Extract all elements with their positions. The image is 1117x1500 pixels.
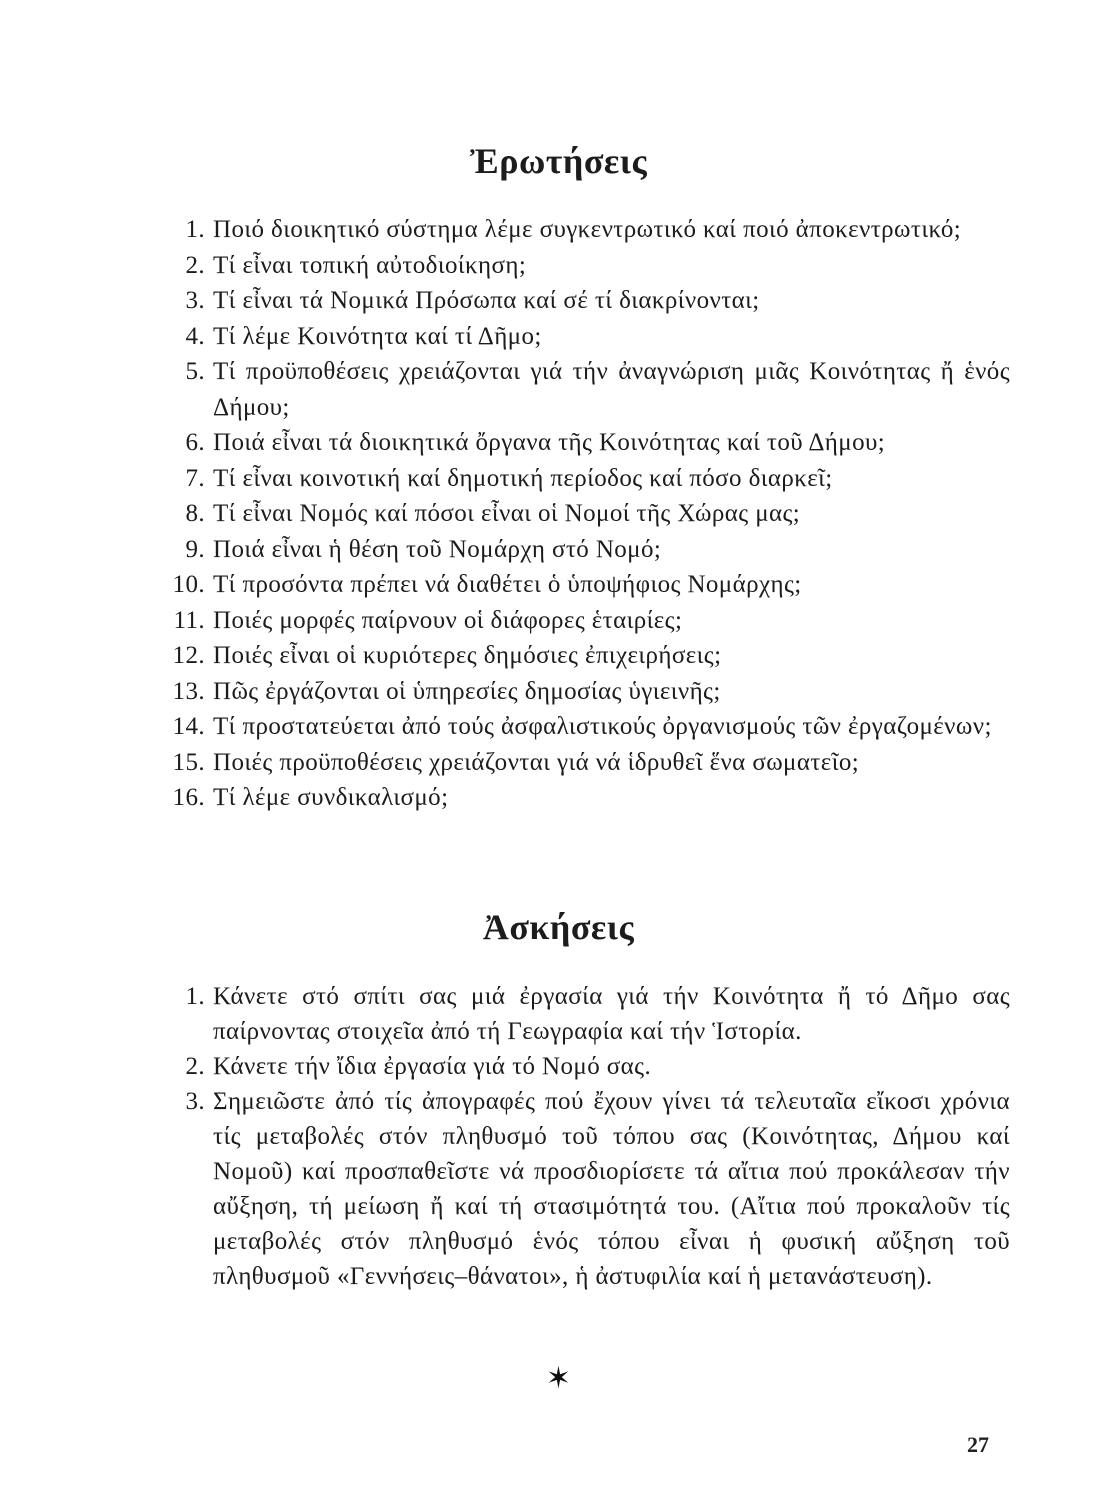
item-number: 2. [185, 251, 205, 279]
item-number: 11. [173, 606, 205, 634]
item-number: 8. [185, 500, 205, 527]
item-text: Ποιές εἶναι οἱ κυριότερες δημόσιες ἐπιχειρήσεις; [213, 642, 722, 669]
item-text: Τί εἶναι Νομός καί πόσοι εἶναι οἱ Νομοί τῆς Χώρας μας; [213, 500, 801, 527]
item-number: 2. [185, 1053, 205, 1080]
item-text: Ποιά εἶναι τά διοικητικά ὄργανα τῆς Κοινότητας καί τοῦ Δήμου; [213, 429, 886, 456]
list-item [165, 780, 1010, 816]
questions-list [165, 212, 1010, 816]
item-number: 9. [185, 535, 205, 563]
list-item [165, 1049, 1010, 1084]
item-number: 14. [172, 713, 205, 740]
item-text: Τί εἶναι κοινοτική καί δημοτική περίοδος καί πόσο διαρκεῖ; [213, 464, 833, 492]
list-item [165, 709, 1010, 745]
item-text: Ποιά εἶναι ἡ θέση τοῦ Νομάρχη στό Νομό; [213, 535, 662, 563]
item-text: Τί εἶναι τοπική αὐτοδιοίκηση; [213, 251, 527, 279]
item-number: 7. [185, 464, 205, 492]
item-number: 1. [185, 983, 205, 1010]
exercises-list [165, 979, 1010, 1294]
item-number: 10. [172, 571, 205, 598]
exercises-heading: Ἀσκήσεις [482, 907, 635, 947]
item-text: Σημειῶστε ἀπό τίς ἀπογραφές πού ἔχουν γίνει τά τελευταῖα εἴκοσι χρόνια τίς μεταβολές στόν πληθυσμό τοῦ τόπου σας (Κοινότητας, Δήμου καί Νομοῦ) καί προσπαθεῖστε νά προσδιορίσετε τά αἴτια πού προκάλεσαν τήν αὔξηση, τή μείωση ἤ καί τή στασιμότητά του. (Αἴτια πού προκαλοῦν τίς μεταβολές στόν πληθυσμό ἑνός τόπου εἶναι ἡ φυσική αὔξηση τοῦ πληθυσμοῦ «Γεννήσεις–θάνατοι», ἡ ἀστυφιλία καί ἡ μετανάστευση). [213, 1088, 1010, 1290]
item-text: Ποιό διοικητικό σύστημα λέμε συγκεντρωτικό καί ποιό ἀποκεντρωτικό; [213, 216, 962, 243]
item-text: Τί προστατεύεται ἀπό τούς ἀσφαλιστικούς ὀργανισμούς τῶν ἐργαζομένων; [213, 713, 992, 740]
list-item [165, 461, 1010, 497]
item-number: 13. [172, 677, 205, 705]
list-item [165, 532, 1010, 568]
item-number: 12. [172, 642, 205, 669]
item-text: Τί εἶναι τά Νομικά Πρόσωπα καί σέ τί διακρίνονται; [213, 287, 760, 314]
item-number: 3. [185, 1088, 205, 1115]
list-item [165, 212, 1010, 248]
list-item [165, 603, 1010, 639]
item-text: Ποιές προϋποθέσεις χρειάζονται γιά νά ἱδρυθεῖ ἕνα σωματεῖο; [213, 748, 860, 776]
list-item [165, 979, 1010, 1049]
page-number: 27 [967, 1432, 989, 1457]
item-number: 5. [185, 358, 205, 385]
list-item [165, 354, 1010, 425]
list-item [165, 283, 1010, 319]
item-text: Κάνετε τήν ἴδια ἐργασία γιά τό Νομό σας. [213, 1053, 652, 1080]
item-number: 1. [185, 216, 205, 243]
questions-heading: Ἐρωτήσεις [469, 141, 648, 181]
list-item [165, 745, 1010, 781]
star-icon: ✶ [545, 1362, 572, 1395]
list-item [165, 674, 1010, 710]
item-number: 4. [185, 322, 205, 350]
list-item [165, 425, 1010, 461]
list-item [165, 567, 1010, 603]
item-text: Τί προσόντα πρέπει νά διαθέτει ὁ ὑποψήφιος Νομάρχης; [213, 571, 802, 598]
list-item [165, 1084, 1010, 1294]
item-text: Πῶς ἐργάζονται οἱ ὑπηρεσίες δημοσίας ὑγιεινῆς; [213, 677, 721, 705]
list-item [165, 319, 1010, 355]
item-number: 3. [185, 287, 205, 314]
item-text: Τί λέμε Κοινότητα καί τί Δῆμο; [213, 322, 542, 350]
item-number: 15. [172, 748, 205, 776]
list-item [165, 638, 1010, 674]
item-number: 16. [172, 784, 205, 811]
list-item [165, 496, 1010, 532]
item-number: 6. [185, 429, 205, 456]
item-text: Τί προϋποθέσεις χρειάζονται γιά τήν ἀναγνώριση μιᾶς Κοινότητας ἤ ἑνός Δήμου; [213, 358, 1010, 421]
item-text: Ποιές μορφές παίρνουν οἱ διάφορες ἑταιρίες; [213, 606, 683, 634]
item-text: Κάνετε στό σπίτι σας μιά ἐργασία γιά τήν Κοινότητα ἤ τό Δῆμο σας παίρνοντας στοιχεῖα ἀπό τή Γεωγραφία καί τήν Ἱστορία. [213, 983, 1010, 1045]
item-text: Τί λέμε συνδικαλισμό; [213, 784, 449, 811]
list-item [165, 248, 1010, 284]
